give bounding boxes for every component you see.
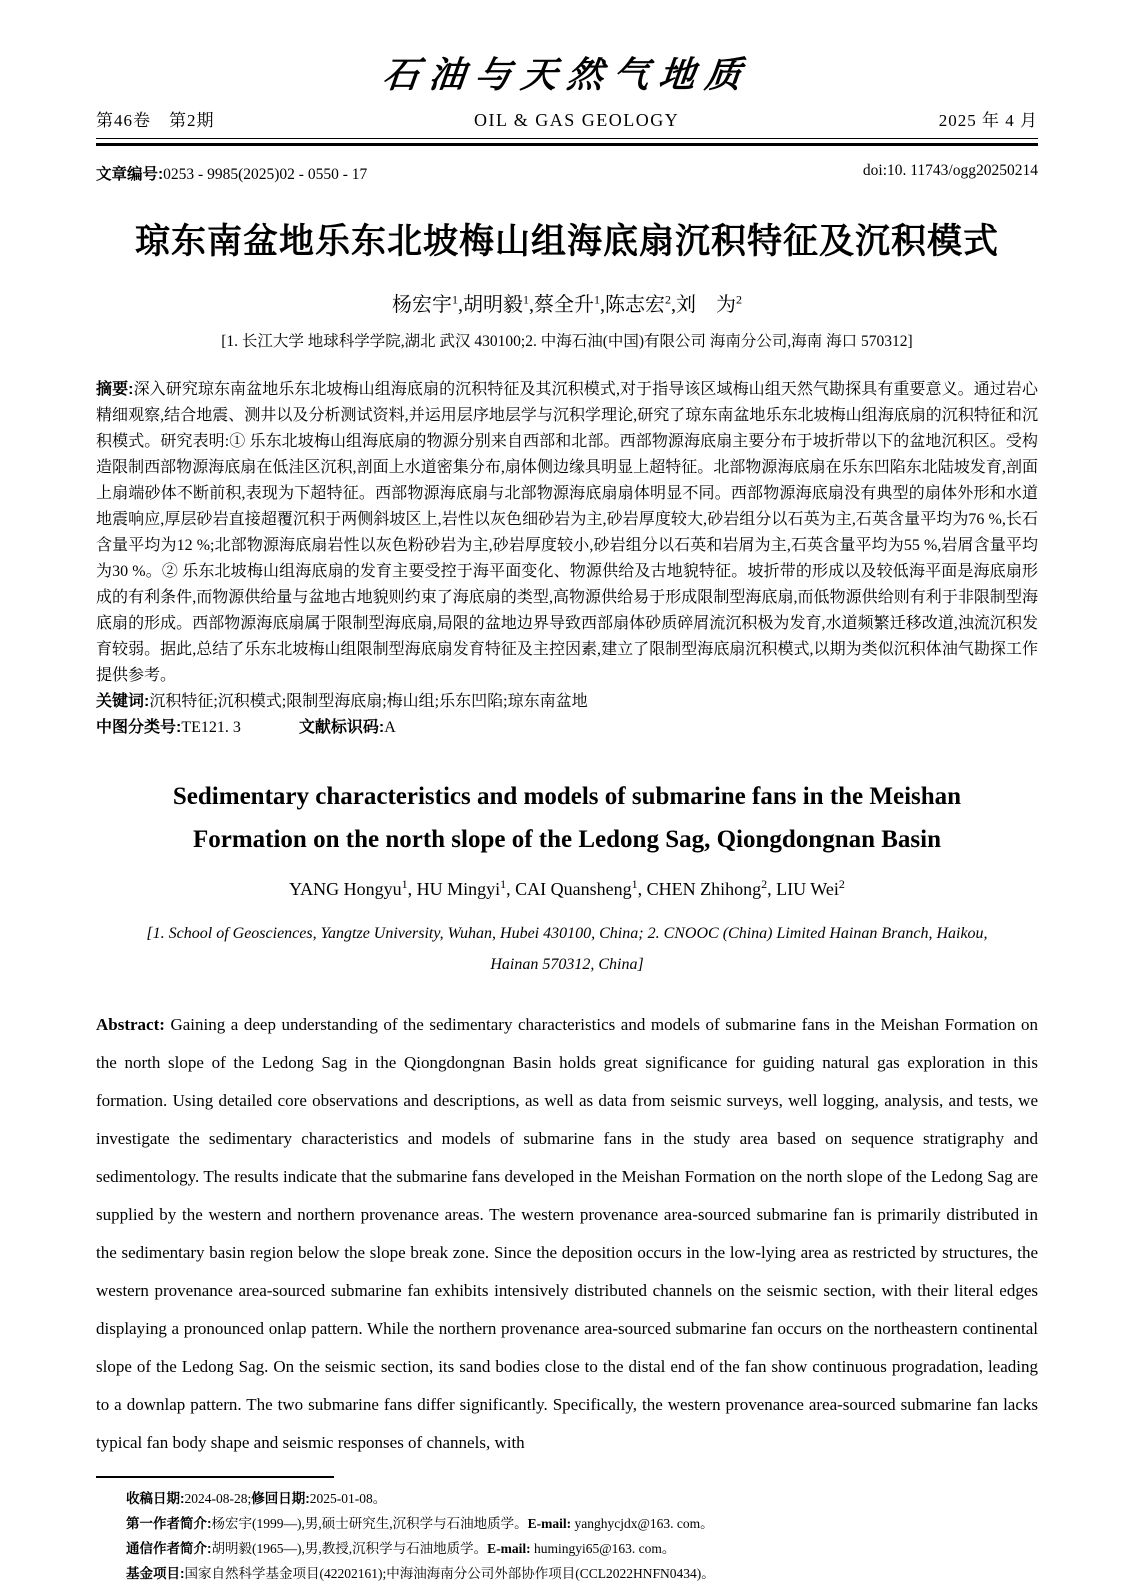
abstract-en	[96, 1006, 1038, 1462]
affiliation-cn: [1. 长江大学 地球科学学院,湖北 武汉 430100;2. 中海石油(中国)有限公司 海南分公司,海南 海口 570312]	[221, 333, 913, 350]
header-double-rule	[96, 138, 1038, 146]
footnote-text: 杨宏宇(1999—),男,硕士研究生,沉积学与石油地质学。	[211, 1516, 528, 1531]
author-affiliation-mark: 1	[452, 292, 458, 307]
journal-header-row	[96, 106, 1038, 131]
affiliation-en-line2: Hainan 570312, China]	[490, 956, 644, 973]
author-affiliation-mark: 1	[631, 877, 638, 891]
footnote-text: humingyi65@163. com。	[530, 1541, 676, 1556]
author-affiliation-mark: 1	[500, 877, 507, 891]
footnote-text: yanghycjdx@163. com。	[571, 1516, 714, 1531]
footnote-label: 基金项目:	[126, 1566, 185, 1581]
doi: doi:10. 11743/ogg20250214	[862, 162, 1038, 179]
affiliation-en	[96, 918, 1038, 980]
journal-name-english: OIL & GAS GEOLOGY	[473, 110, 680, 130]
classification-line	[96, 715, 1038, 741]
volume-issue: 第46卷 第2期	[96, 111, 215, 130]
footnote-line	[126, 1511, 1038, 1536]
footnote-text: 2024-08-28;	[184, 1491, 252, 1506]
author-affiliation-mark: 1	[594, 292, 600, 307]
footnote-line	[126, 1561, 1038, 1586]
keywords-cn-text: 沉积特征;沉积模式;限制型海底扇;梅山组;乐东凹陷;琼东南盆地	[149, 693, 588, 710]
author-affiliation-mark: 1	[401, 877, 408, 891]
keywords-cn-label: 关键词:	[96, 693, 150, 710]
author-name: 胡明毅	[463, 294, 523, 316]
footnote-text: 2025-01-08。	[309, 1491, 387, 1506]
article-title-en	[96, 775, 1038, 861]
footnote-label: 修回日期:	[251, 1491, 310, 1506]
footnote-line	[126, 1486, 1038, 1511]
footnote-email-label: E-mail:	[527, 1516, 572, 1531]
footnote-label: 通信作者简介:	[126, 1541, 212, 1556]
abstract-cn	[96, 377, 1038, 689]
author-name: CAI Quansheng	[515, 879, 632, 899]
article-id	[96, 162, 367, 184]
footnotes-block	[96, 1486, 1038, 1586]
authors-en-list: YANG Hongyu$^1$, HU Mingyi$^1$, CAI Quansheng$^1$, CHEN Zhihong$^2$, LIU Wei$^2$	[289, 877, 845, 899]
footnote-email-label: E-mail:	[487, 1541, 531, 1556]
issue-date: 2025 年 4 月	[938, 111, 1038, 130]
footnote-label: 收稿日期:	[126, 1491, 185, 1506]
author-affiliation-mark: 2	[736, 292, 742, 307]
article-title-en-line2: Formation on the north slope of the Ledong Sag, Qiongdongnan Basin	[192, 826, 942, 853]
clc-value: TE121. 3	[181, 719, 241, 736]
keywords-cn	[96, 689, 1038, 715]
footnote-label: 第一作者简介:	[126, 1516, 212, 1531]
footnote-line	[126, 1536, 1038, 1561]
abstract-cn-text: 深入研究琼东南盆地乐东北坡梅山组海底扇的沉积特征及其沉积模式,对于指导该区域梅山组天然气勘探具有重要意义。通过岩心精细观察,结合地震、测井以及分析测试资料,并运用层序地层学与沉积学理论,研究了琼东南盆地乐东北坡梅山组海底扇的沉积特征和沉积模式。研究表明:① 乐东北坡梅山组海底扇的物源分别来自西部和北部。西部物源海底扇主要分布于坡折带以下的盆地沉积区。受构造限制西部物源海底扇在低洼区沉积,剖面上水道密集分布,扇体侧边缘具明显上超特征。北部物源海底扇在乐东凹陷东北陆坡发育,剖面上扇端砂体不断前积,表现为下超特征。西部物源海底扇与北部物源海底扇扇体明显不同。西部物源海底扇没有典型的扇体外形和水道地震响应,厚层砂岩直接超覆沉积于两侧斜坡区上,岩性以灰色细砂岩为主,砂岩厚度较大,砂岩组分以石英为主,石英含量平均为76 %,长石含量平均为12 %;北部物源海底扇岩性以灰色粉砂岩为主,砂岩厚度较小,砂岩组分以石英和岩屑为主,石英含量平均为55 %,岩屑含量平均为30 %。② 乐东北坡梅山组海底扇的发育主要受控于海平面变化、物源供给及古地貌特征。坡折带的形成以及较低海平面是海底扇形成的有利条件,而物源供给量与盆地古地貌则约束了海底扇的类型,高物源供给易于形成限制型海底扇,而低物源供给则有利于非限制型海底扇的形成。西部物源海底扇属于限制型海底扇,局限的盆地边界导致西部扇体砂质碎屑流沉积极为发育,水道频繁迁移改道,浊流沉积发育较弱。据此,总结了乐东北坡梅山组限制型海底扇发育特征及主控因素,建立了限制型海底扇沉积模式,以期为类似沉积体油气勘探工作提供参考。	[96, 381, 1038, 684]
footnote-separator-rule	[96, 1476, 334, 1478]
article-id-value: 0253 - 9985(2025)02 - 0550 - 17	[163, 166, 368, 183]
author-name: 陈志宏	[605, 294, 665, 316]
article-title-cn: 琼东南盆地乐东北坡梅山组海底扇沉积特征及沉积模式	[134, 222, 999, 261]
abstract-en-label: Abstract:	[96, 1015, 165, 1034]
doc-code-value: A	[384, 719, 396, 736]
journal-logo-calligraphy: 石油与天然气地质	[380, 54, 754, 96]
author-name: 刘 为	[676, 294, 736, 316]
article-id-label: 文章编号:	[96, 166, 164, 183]
author-affiliation-mark: 1	[523, 292, 529, 307]
author-affiliation-mark: 2	[838, 877, 845, 891]
author-name: 杨宏宇	[392, 294, 452, 316]
article-meta-row	[96, 162, 1038, 184]
affiliation-en-line1: [1. School of Geosciences, Yangtze University, Wuhan, Hubei 430100, China; 2. CNOOC (China) Limited Hainan Branch, Haikou,	[146, 925, 988, 942]
author-affiliation-mark: 2	[665, 292, 671, 307]
author-name: YANG Hongyu	[289, 879, 402, 899]
doc-code-label: 文献标识码:	[298, 719, 385, 736]
author-name: CHEN Zhihong	[646, 879, 762, 899]
author-name: 蔡全升	[534, 294, 594, 316]
footnote-text: 胡明毅(1965—),男,教授,沉积学与石油地质学。	[211, 1541, 488, 1556]
clc-label: 中图分类号:	[96, 719, 182, 736]
author-name: HU Mingyi	[416, 879, 501, 899]
footnote-text: 国家自然科学基金项目(42202161);中海油海南分公司外部协作项目(CCL2022HNFN0434)。	[184, 1566, 715, 1581]
author-affiliation-mark: 2	[761, 877, 768, 891]
abstract-cn-label: 摘要:	[96, 381, 134, 398]
abstract-en-text: Gaining a deep understanding of the sedimentary characteristics and models of submarine fans in the Meishan Formation on the north slope of the Ledong Sag in the Qiongdongnan Basin holds great significance for guiding natural gas exploration in this formation. Using detailed core observations and descriptions, as well as data from seismic surveys, well logging, analysis, and tests, we investigate the sedimentary characteristics and models of submarine fans in the study area based on sequence stratigraphy and sedimentology. The results indicate that the submarine fans developed in the Meishan Formation on the north slope of the Ledong Sag are supplied by the western and northern provenance areas. The western provenance area-sourced submarine fan is primarily distributed in the sedimentary basin region below the slope break zone. Since the deposition occurs in the low-lying area as restricted by structures, the western provenance area-sourced submarine fan exhibits intensively distributed channels on the seismic section, with their literal edges displaying a pronounced onlap pattern. While the northern provenance area-sourced submarine fan occurs on the northeastern continental slope of the Ledong Sag. On the seismic section, its sand bodies close to the distal end of the fan show continuous progradation, leading to a downlap pattern. The two submarine fans differ significantly. Specifically, the western provenance area-sourced submarine fan lacks typical fan body shape and seismic responses of channels, with	[96, 1015, 1038, 1452]
article-title-en-line1: Sedimentary characteristics and models of submarine fans in the Meishan	[172, 783, 962, 810]
authors-cn-list: 杨宏宇$^1$,胡明毅$^1$,蔡全升$^1$,陈志宏$^2$,刘 为$^2$	[392, 292, 742, 316]
author-name: LIU Wei	[776, 879, 839, 899]
